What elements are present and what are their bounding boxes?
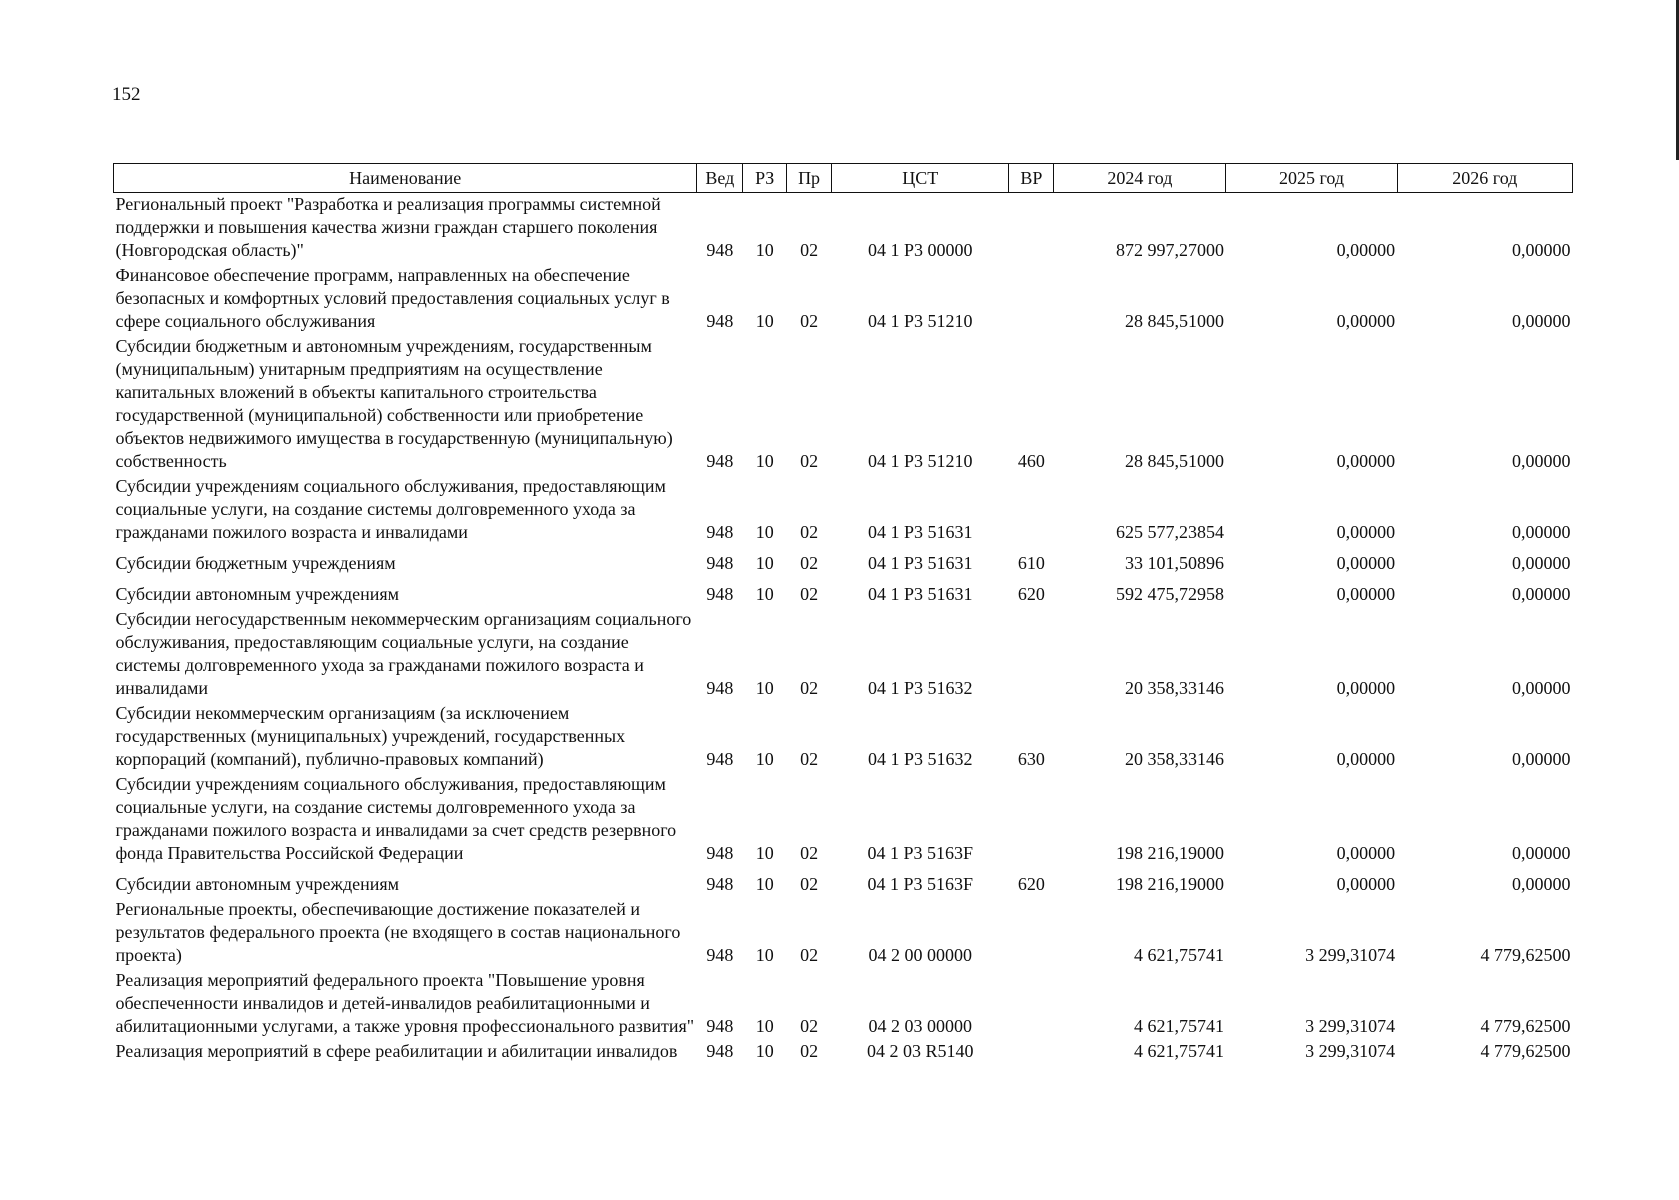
cell-vr: 460 <box>1017 451 1045 471</box>
cell-2025: 3 299,31074 <box>1305 1041 1396 1061</box>
header-2025: 2025 год <box>1226 164 1397 193</box>
cell-rz: 10 <box>755 311 774 331</box>
table-row <box>114 898 1573 969</box>
cell-vr <box>1009 898 1054 969</box>
budget-table <box>113 163 1573 1065</box>
cell-cst: 04 1 P3 51210 <box>867 311 973 331</box>
cell-2025: 0,00000 <box>1336 522 1396 542</box>
table-row <box>114 867 1573 898</box>
cell-name: Субсидии бюджетным и автономным учреждениям, государственным (муниципальным) унитарным предприятиям на осуществление капитальных вложений в объекты капитального строительства государственной (муниципальной) собственности или приобретение объектов недвижимого имущества в государственную (муниципальную) собственность <box>115 336 673 471</box>
cell-pr: 02 <box>800 678 819 698</box>
cell-ved: 948 <box>706 1041 734 1061</box>
cell-rz: 10 <box>755 749 774 769</box>
cell-cst: 04 1 P3 5163F <box>867 874 973 894</box>
cell-rz: 10 <box>755 843 774 863</box>
cell-2025: 3 299,31074 <box>1305 945 1396 965</box>
cell-pr: 02 <box>800 945 819 965</box>
cell-2024: 4 621,75741 <box>1133 945 1224 965</box>
cell-2024: 20 358,33146 <box>1124 678 1224 698</box>
cell-pr: 02 <box>800 1016 819 1036</box>
cell-cst: 04 1 P3 51631 <box>867 522 973 542</box>
cell-2026: 0,00000 <box>1512 678 1571 698</box>
cell-pr: 02 <box>800 843 819 863</box>
cell-2024: 592 475,72958 <box>1115 584 1224 604</box>
cell-vr <box>1009 264 1054 335</box>
cell-2025: 0,00000 <box>1336 843 1396 863</box>
cell-2026: 4 779,62500 <box>1480 945 1571 965</box>
cell-rz: 10 <box>755 451 774 471</box>
cell-pr: 02 <box>800 749 819 769</box>
table-row <box>114 193 1573 265</box>
cell-2025: 3 299,31074 <box>1305 1016 1396 1036</box>
table-row <box>114 608 1573 702</box>
cell-rz: 10 <box>755 553 774 573</box>
cell-vr <box>1009 773 1054 867</box>
cell-2024: 198 216,19000 <box>1115 874 1224 894</box>
cell-2026: 4 779,62500 <box>1480 1041 1571 1061</box>
header-rz: РЗ <box>743 164 787 193</box>
cell-2024: 198 216,19000 <box>1115 843 1224 863</box>
cell-ved: 948 <box>706 843 734 863</box>
cell-pr: 02 <box>800 311 819 331</box>
cell-name: Региональные проекты, обеспечивающие достижение показателей и результатов федерального проекта (не входящего в состав национального проекта) <box>115 899 681 965</box>
cell-2026: 0,00000 <box>1512 843 1571 863</box>
header-ved: Вед <box>697 164 743 193</box>
cell-rz: 10 <box>755 1016 774 1036</box>
cell-vr <box>1009 608 1054 702</box>
cell-rz: 10 <box>755 1041 774 1061</box>
table-body <box>114 193 1573 1066</box>
cell-rz: 10 <box>755 945 774 965</box>
cell-2026: 0,00000 <box>1512 240 1571 260</box>
header-vr: ВР <box>1009 164 1054 193</box>
cell-name: Субсидии бюджетным учреждениям <box>115 553 396 573</box>
header-cst: ЦСТ <box>832 164 1009 193</box>
cell-rz: 10 <box>755 240 774 260</box>
cell-cst: 04 1 P3 51632 <box>867 749 973 769</box>
cell-cst: 04 2 03 00000 <box>868 1016 972 1036</box>
cell-2025: 0,00000 <box>1336 240 1396 260</box>
cell-2026: 0,00000 <box>1512 584 1571 604</box>
cell-pr: 02 <box>800 451 819 471</box>
cell-vr: 610 <box>1017 553 1045 573</box>
cell-pr: 02 <box>800 522 819 542</box>
cell-2024: 4 621,75741 <box>1133 1041 1224 1061</box>
table-row <box>114 546 1573 577</box>
cell-2024: 28 845,51000 <box>1124 311 1224 331</box>
cell-vr: 620 <box>1017 874 1045 894</box>
cell-2026: 4 779,62500 <box>1480 1016 1571 1036</box>
cell-ved: 948 <box>706 1016 734 1036</box>
cell-2026: 0,00000 <box>1512 749 1571 769</box>
cell-2025: 0,00000 <box>1336 678 1396 698</box>
cell-pr: 02 <box>800 874 819 894</box>
table-row <box>114 773 1573 867</box>
cell-vr: 630 <box>1017 749 1045 769</box>
cell-pr: 02 <box>800 1041 819 1061</box>
cell-2025: 0,00000 <box>1336 874 1396 894</box>
cell-ved: 948 <box>706 451 734 471</box>
cell-2025: 0,00000 <box>1336 749 1396 769</box>
cell-rz: 10 <box>755 874 774 894</box>
table-row <box>114 969 1573 1040</box>
cell-cst: 04 1 P3 51631 <box>867 553 973 573</box>
cell-2024: 872 997,27000 <box>1115 240 1224 260</box>
cell-2024: 33 101,50896 <box>1124 553 1224 573</box>
cell-ved: 948 <box>706 945 734 965</box>
cell-2026: 0,00000 <box>1512 553 1571 573</box>
cell-rz: 10 <box>755 678 774 698</box>
cell-2026: 0,00000 <box>1512 451 1571 471</box>
table-header-row <box>114 164 1573 193</box>
header-pr: Пр <box>787 164 832 193</box>
cell-vr <box>1009 193 1054 265</box>
cell-name: Субсидии учреждениям социального обслуживания, предоставляющим социальные услуги, на создание системы долговременного ухода за гражданами пожилого возраста и инвалидами за счет средств резервного фонда Правительства Российской Федерации <box>115 774 677 863</box>
cell-2025: 0,00000 <box>1336 584 1396 604</box>
cell-ved: 948 <box>706 678 734 698</box>
cell-cst: 04 1 P3 00000 <box>867 240 973 260</box>
cell-2024: 4 621,75741 <box>1133 1016 1224 1036</box>
cell-2025: 0,00000 <box>1336 553 1396 573</box>
cell-ved: 948 <box>706 522 734 542</box>
cell-2025: 0,00000 <box>1336 451 1396 471</box>
table-row <box>114 1040 1573 1065</box>
cell-vr <box>1009 475 1054 546</box>
cell-pr: 02 <box>800 240 819 260</box>
cell-2024: 625 577,23854 <box>1115 522 1224 542</box>
cell-2024: 28 845,51000 <box>1124 451 1224 471</box>
cell-ved: 948 <box>706 553 734 573</box>
cell-rz: 10 <box>755 522 774 542</box>
page-number: 152 <box>112 84 141 105</box>
cell-name: Субсидии автономным учреждениям <box>115 874 400 894</box>
cell-name: Субсидии негосударственным некоммерческим организациям социального обслуживания, предоставляющим социальные услуги, на создание системы долговременного ухода за гражданами пожилого возраста и инвалидами <box>115 609 692 698</box>
cell-2024: 20 358,33146 <box>1124 749 1224 769</box>
cell-name: Финансовое обеспечение программ, направленных на обеспечение безопасных и комфортных условий предоставления социальных услуг в сфере социального обслуживания <box>115 265 670 331</box>
table-row <box>114 264 1573 335</box>
cell-cst: 04 1 P3 51632 <box>867 678 973 698</box>
table-row <box>114 475 1573 546</box>
cell-ved: 948 <box>706 311 734 331</box>
cell-cst: 04 1 P3 51210 <box>867 451 973 471</box>
cell-name: Реализация мероприятий федерального проекта "Повышение уровня обеспеченности инвалидов и детей-инвалидов реабилитационными и абилитационными услугами, а также уровня профессионального развития" <box>115 970 695 1036</box>
cell-name: Региональный проект "Разработка и реализация программы системной поддержки и повышения качества жизни граждан старшего поколения (Новгородская область)" <box>115 194 661 260</box>
cell-pr: 02 <box>800 553 819 573</box>
cell-vr <box>1009 1040 1054 1065</box>
cell-name: Реализация мероприятий в сфере реабилитации и абилитации инвалидов <box>115 1041 678 1061</box>
table-row <box>114 577 1573 608</box>
cell-name: Субсидии автономным учреждениям <box>115 584 400 604</box>
cell-2025: 0,00000 <box>1336 311 1396 331</box>
cell-2026: 0,00000 <box>1512 874 1571 894</box>
table-row <box>114 335 1573 475</box>
cell-2026: 0,00000 <box>1512 311 1571 331</box>
cell-cst: 04 1 P3 51631 <box>867 584 973 604</box>
cell-cst: 04 1 P3 5163F <box>867 843 973 863</box>
cell-cst: 04 2 00 00000 <box>868 945 972 965</box>
table-row <box>114 702 1573 773</box>
cell-cst: 04 2 03 R5140 <box>866 1041 974 1061</box>
cell-ved: 948 <box>706 240 734 260</box>
cell-ved: 948 <box>706 874 734 894</box>
cell-name: Субсидии некоммерческим организациям (за исключением государственных (муниципальных) учреждений, государственных корпораций (компаний), публично-правовых компаний) <box>115 703 626 769</box>
header-2024: 2024 год <box>1054 164 1226 193</box>
header-name: Наименование <box>114 164 697 193</box>
cell-ved: 948 <box>706 749 734 769</box>
cell-vr <box>1009 969 1054 1040</box>
cell-pr: 02 <box>800 584 819 604</box>
cell-rz: 10 <box>755 584 774 604</box>
cell-vr: 620 <box>1017 584 1045 604</box>
cell-ved: 948 <box>706 584 734 604</box>
cell-name: Субсидии учреждениям социального обслуживания, предоставляющим социальные услуги, на создание системы долговременного ухода за гражданами пожилого возраста и инвалидами <box>115 476 666 542</box>
header-2026: 2026 год <box>1397 164 1572 193</box>
cell-2026: 0,00000 <box>1512 522 1571 542</box>
